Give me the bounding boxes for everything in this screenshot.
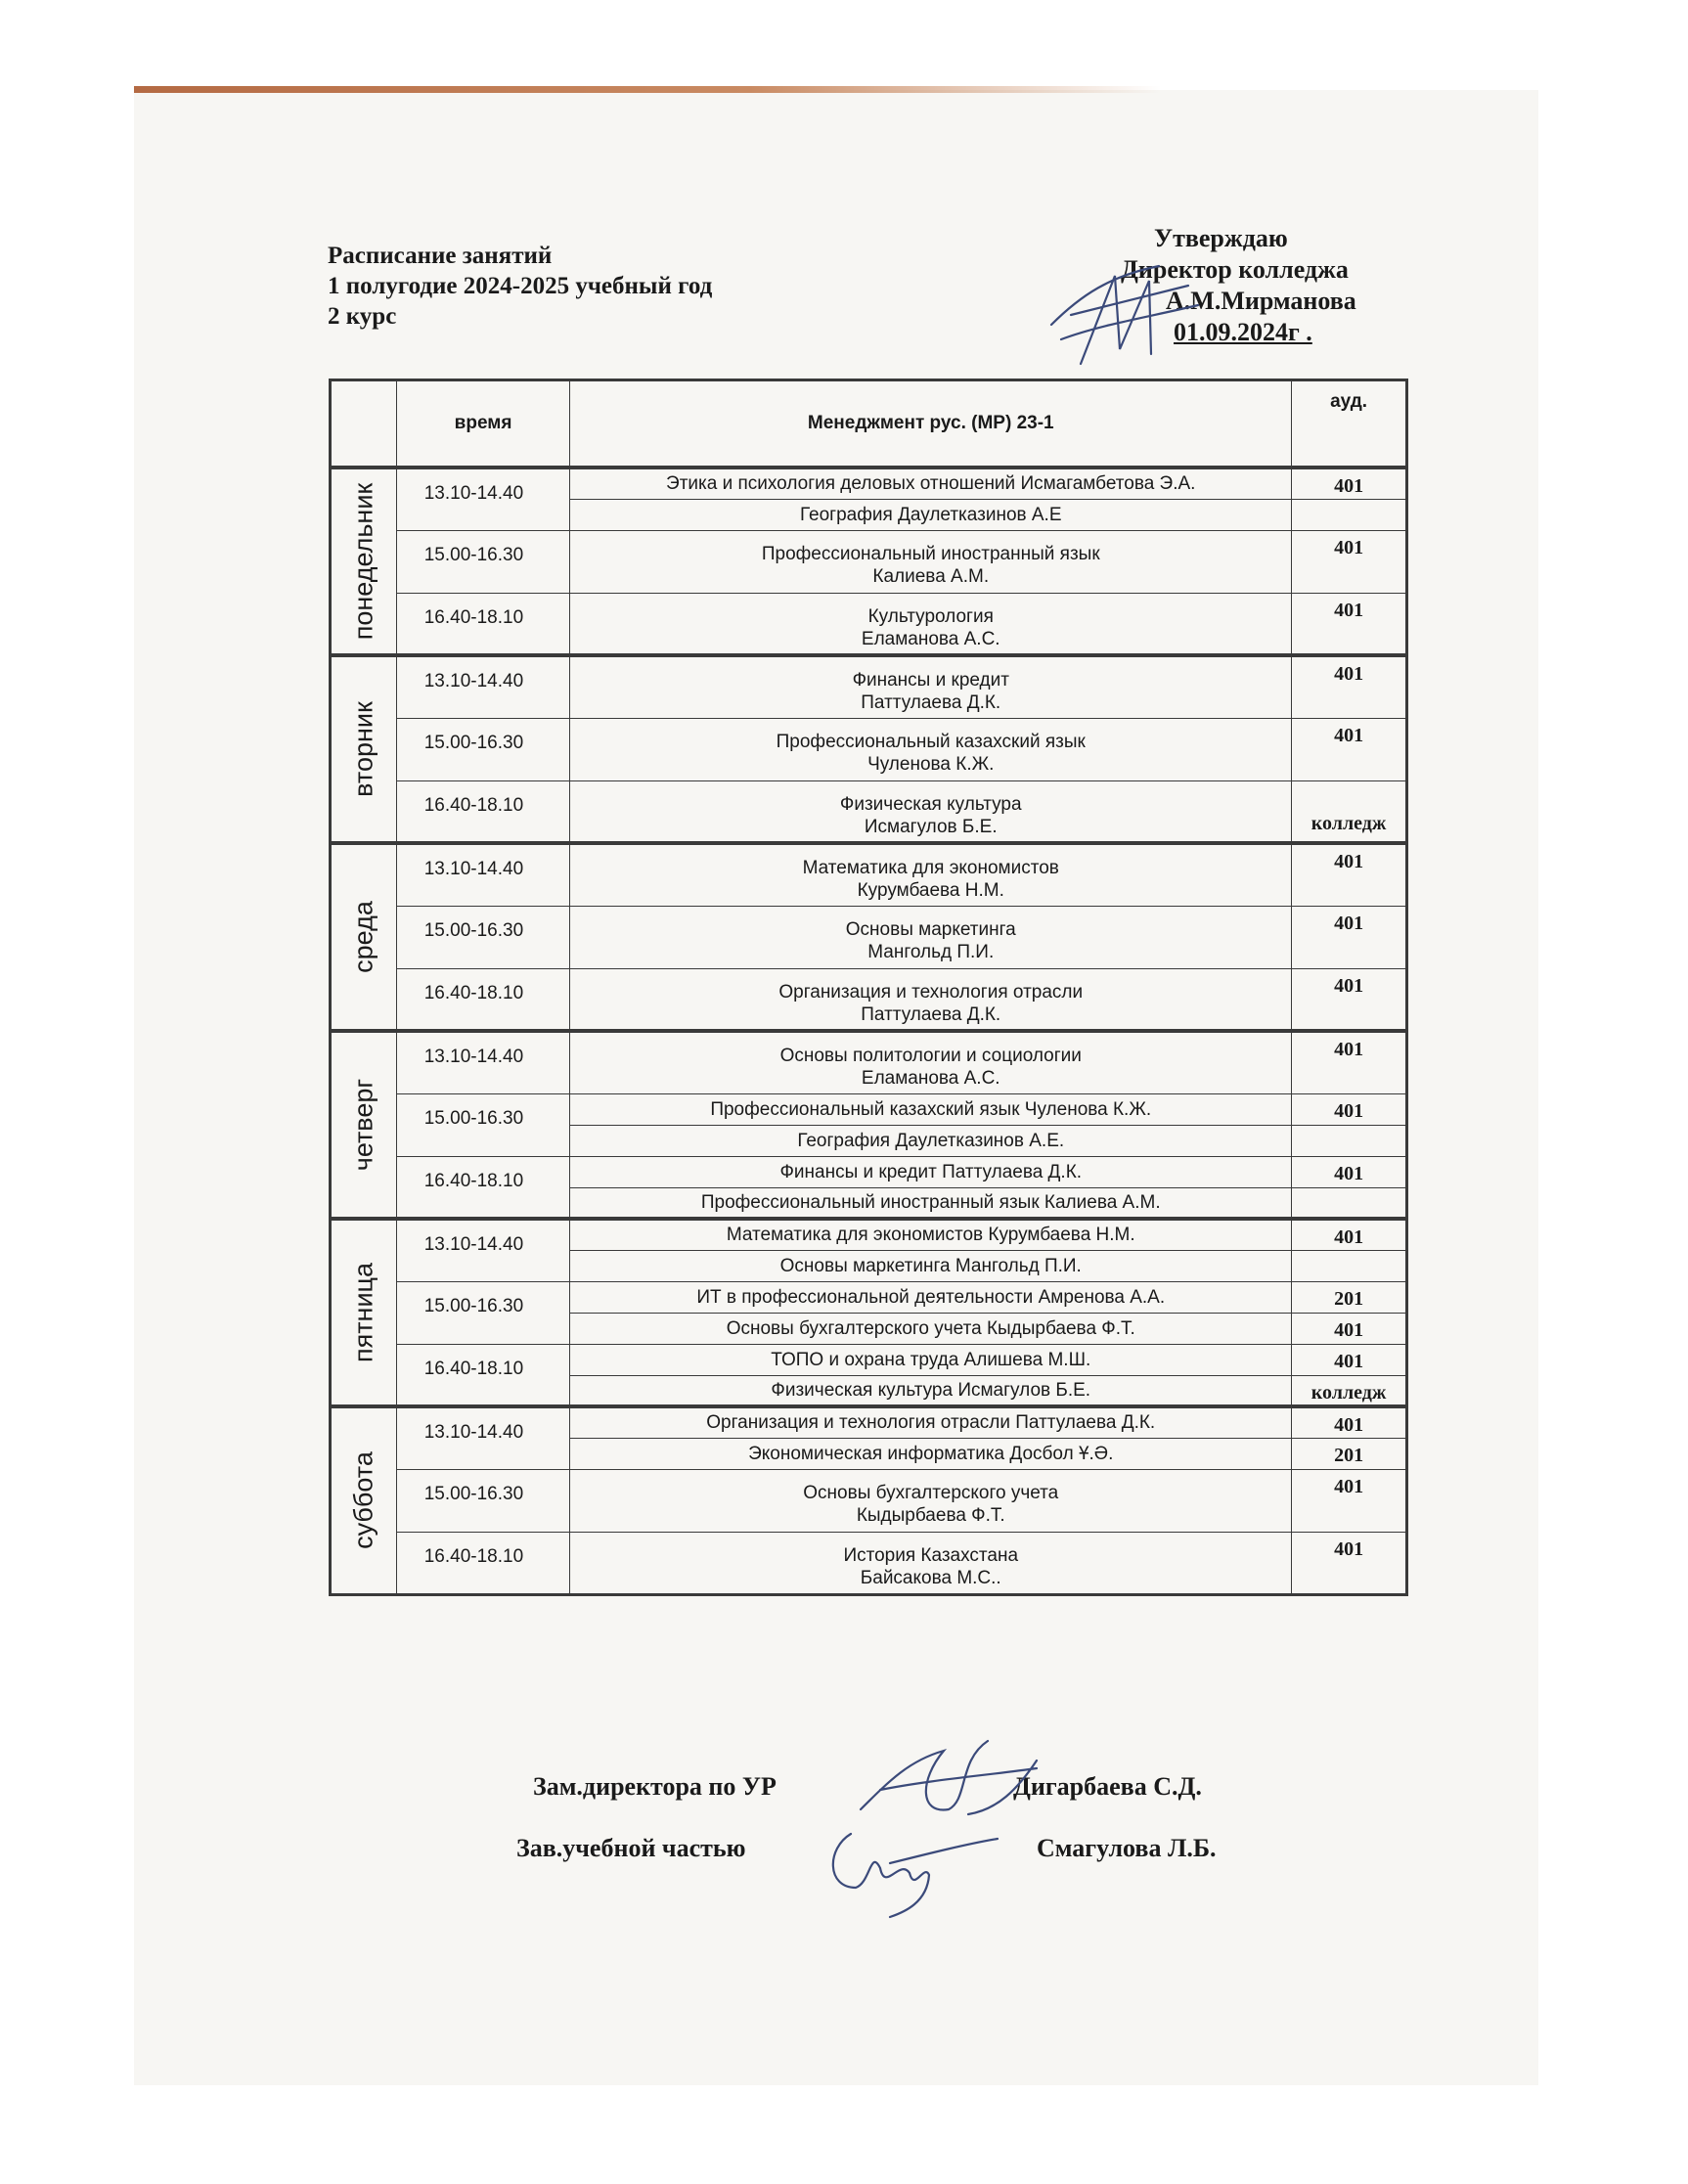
- table-header-row: [331, 380, 1407, 468]
- day-cell: [331, 1031, 397, 1219]
- room-cell: 401: [1292, 1219, 1407, 1250]
- time-cell: 15.00-16.30: [396, 718, 570, 780]
- table-row: [331, 1219, 1407, 1250]
- subject-cell: [570, 780, 1292, 843]
- day-cell: [331, 1219, 397, 1406]
- header-room: ауд.: [1292, 380, 1407, 468]
- room-cell: 401: [1292, 1469, 1407, 1532]
- subject-name: Финансы и кредит: [852, 670, 1009, 691]
- subject-cell: Экономическая информатика Досбол Ұ.Ә.: [570, 1438, 1292, 1469]
- time-cell: 13.10-14.40: [396, 843, 570, 906]
- table-row: [331, 1469, 1407, 1532]
- subject-cell: [570, 1031, 1292, 1093]
- room-cell: 401: [1292, 1532, 1407, 1594]
- time-cell: 16.40-18.10: [396, 593, 570, 655]
- subject-cell: ИТ в профессиональной деятельности Амренова А.А.: [570, 1281, 1292, 1313]
- heading-title: Расписание занятий: [328, 243, 553, 269]
- time-cell: 16.40-18.10: [396, 1156, 570, 1219]
- teacher-name: Мангольд П.И.: [867, 941, 995, 962]
- schedule-table: [329, 379, 1408, 1596]
- room-cell: 401: [1292, 843, 1407, 906]
- table-row: [331, 968, 1407, 1031]
- room-cell: 401: [1292, 968, 1407, 1031]
- room-cell: 401: [1292, 1093, 1407, 1125]
- table-row: [331, 655, 1407, 718]
- room-cell: [1292, 499, 1407, 530]
- table-row: [331, 468, 1407, 499]
- time-cell: 13.10-14.40: [396, 1406, 570, 1469]
- time-cell: 13.10-14.40: [396, 468, 570, 530]
- table-row: [331, 906, 1407, 968]
- head-signature: [812, 1814, 1007, 1922]
- head-name: Смагулова Л.Б.: [1037, 1834, 1217, 1862]
- subject-cell: [570, 843, 1292, 906]
- head-title: Зав.учебной частью: [516, 1834, 746, 1862]
- subject-cell: [570, 906, 1292, 968]
- room-cell: 201: [1292, 1438, 1407, 1469]
- subject-cell: Основы бухгалтерского учета Кыдырбаева Ф.Т.: [570, 1313, 1292, 1344]
- room-cell: 401: [1292, 655, 1407, 718]
- subject-cell: География Даулетказинов А.Е.: [570, 1125, 1292, 1156]
- time-cell: 16.40-18.10: [396, 1344, 570, 1406]
- time-cell: 16.40-18.10: [396, 968, 570, 1031]
- table-row: [331, 1031, 1407, 1093]
- teacher-name: Байсакова М.С..: [860, 1567, 1001, 1588]
- approval-name: А.М.Мирманова: [1166, 287, 1356, 315]
- subject-cell: Профессиональный казахский язык Чуленова К.Ж.: [570, 1093, 1292, 1125]
- subject-cell: [570, 1469, 1292, 1532]
- subject-cell: География Даулетказинов А.Е: [570, 499, 1292, 530]
- room-cell: [1292, 1187, 1407, 1219]
- time-cell: 16.40-18.10: [396, 1532, 570, 1594]
- teacher-name: Калиева А.М.: [872, 565, 990, 587]
- subject-name: История Казахстана: [843, 1544, 1019, 1566]
- subject-name: Математика для экономистов: [802, 858, 1059, 878]
- subject-name: Основы бухгалтерского учета: [803, 1482, 1059, 1503]
- heading-course: 2 курс: [328, 303, 397, 330]
- time-cell: 13.10-14.40: [396, 1031, 570, 1093]
- approval-date: 01.09.2024г .: [1174, 318, 1312, 346]
- subject-name: Организация и технология отрасли: [778, 981, 1084, 1003]
- table-row: [331, 780, 1407, 843]
- time-cell: 16.40-18.10: [396, 780, 570, 843]
- room-cell: 401: [1292, 468, 1407, 499]
- day-cell: [331, 468, 397, 655]
- teacher-name: Курумбаева Н.М.: [857, 880, 1004, 901]
- subject-cell: Профессиональный иностранный язык Калиева А.М.: [570, 1187, 1292, 1219]
- day-cell: [331, 655, 397, 843]
- day-name: пятница: [348, 1262, 378, 1363]
- subject-cell: [570, 718, 1292, 780]
- subject-cell: [570, 655, 1292, 718]
- room-cell: 401: [1292, 718, 1407, 780]
- room-cell: 201: [1292, 1281, 1407, 1313]
- teacher-name: Кыдырбаева Ф.Т.: [856, 1504, 1005, 1526]
- time-cell: 13.10-14.40: [396, 1219, 570, 1281]
- subject-cell: Финансы и кредит Паттулаева Д.К.: [570, 1156, 1292, 1187]
- subject-cell: ТОПО и охрана труда Алишева М.Ш.: [570, 1344, 1292, 1375]
- approval-position: Директор колледжа: [1121, 255, 1349, 284]
- room-cell: 401: [1292, 906, 1407, 968]
- header-day-cell: [331, 380, 397, 468]
- table-row: [331, 593, 1407, 655]
- deputy-name: Дигарбаева С.Д.: [1013, 1772, 1202, 1801]
- table-row: [331, 1532, 1407, 1594]
- time-cell: 15.00-16.30: [396, 1469, 570, 1532]
- room-cell: 401: [1292, 1313, 1407, 1344]
- teacher-name: Паттулаева Д.К.: [861, 1003, 1001, 1025]
- table-row: [331, 1156, 1407, 1187]
- deputy-title: Зам.директора по УР: [533, 1772, 777, 1801]
- subject-cell: Основы маркетинга Мангольд П.И.: [570, 1250, 1292, 1281]
- subject-cell: Этика и психология деловых отношений Исмагамбетова Э.А.: [570, 468, 1292, 499]
- schedule-body: [331, 380, 1407, 1595]
- day-cell: [331, 843, 397, 1031]
- room-cell: [1292, 1125, 1407, 1156]
- room-cell: 401: [1292, 1031, 1407, 1093]
- subject-name: Профессиональный казахский язык: [776, 731, 1086, 752]
- header-time: время: [396, 380, 570, 468]
- time-cell: 13.10-14.40: [396, 655, 570, 718]
- day-name: среда: [348, 901, 378, 973]
- subject-cell: [570, 530, 1292, 593]
- director-signature: [1042, 256, 1208, 374]
- day-name: вторник: [348, 701, 378, 797]
- day-name: понедельник: [348, 482, 378, 641]
- page-edge-band: [134, 86, 1161, 93]
- subject-name: Основы маркетинга: [845, 918, 1016, 940]
- teacher-name: Паттулаева Д.К.: [861, 692, 1001, 713]
- room-cell: 401: [1292, 1406, 1407, 1438]
- heading-period: 1 полугодие 2024-2025 учебный год: [328, 273, 713, 299]
- day-name: четверг: [348, 1078, 378, 1172]
- table-row: [331, 1406, 1407, 1438]
- teacher-name: Исмагулов Б.Е.: [864, 816, 998, 837]
- subject-cell: [570, 593, 1292, 655]
- room-cell: 401: [1292, 1344, 1407, 1375]
- time-cell: 15.00-16.30: [396, 1093, 570, 1156]
- room-cell: 401: [1292, 530, 1407, 593]
- room-cell: колледж: [1292, 1375, 1407, 1406]
- subject-cell: Физическая культура Исмагулов Б.Е.: [570, 1375, 1292, 1406]
- teacher-name: Чуленова К.Ж.: [867, 753, 995, 775]
- subject-cell: Организация и технология отрасли Паттулаева Д.К.: [570, 1406, 1292, 1438]
- table-row: [331, 718, 1407, 780]
- time-cell: 15.00-16.30: [396, 906, 570, 968]
- teacher-name: Еламанова А.С.: [861, 628, 1000, 649]
- table-row: [331, 530, 1407, 593]
- room-cell: 401: [1292, 593, 1407, 655]
- header-group: Менеджмент рус. (МР) 23-1: [570, 380, 1292, 468]
- day-cell: [331, 1406, 397, 1594]
- subject-name: Основы политологии и социологии: [779, 1046, 1082, 1066]
- subject-name: Профессиональный иностранный язык: [761, 543, 1100, 564]
- subject-cell: Математика для экономистов Курумбаева Н.М.: [570, 1219, 1292, 1250]
- day-name: суббота: [348, 1451, 378, 1550]
- subject-cell: [570, 968, 1292, 1031]
- room-cell: колледж: [1292, 780, 1407, 843]
- table-row: [331, 1093, 1407, 1125]
- time-cell: 15.00-16.30: [396, 530, 570, 593]
- subject-cell: [570, 1532, 1292, 1594]
- table-row: [331, 1281, 1407, 1313]
- teacher-name: Еламанова А.С.: [861, 1068, 1000, 1089]
- room-cell: 401: [1292, 1156, 1407, 1187]
- subject-name: Физическая культура: [839, 793, 1022, 815]
- deputy-signature: [851, 1721, 1046, 1829]
- room-cell: [1292, 1250, 1407, 1281]
- schedule-heading: [328, 241, 712, 332]
- subject-name: Культурология: [867, 605, 994, 627]
- time-cell: 15.00-16.30: [396, 1281, 570, 1344]
- approval-word: Утверждаю: [1154, 224, 1288, 252]
- table-row: [331, 1344, 1407, 1375]
- table-row: [331, 843, 1407, 906]
